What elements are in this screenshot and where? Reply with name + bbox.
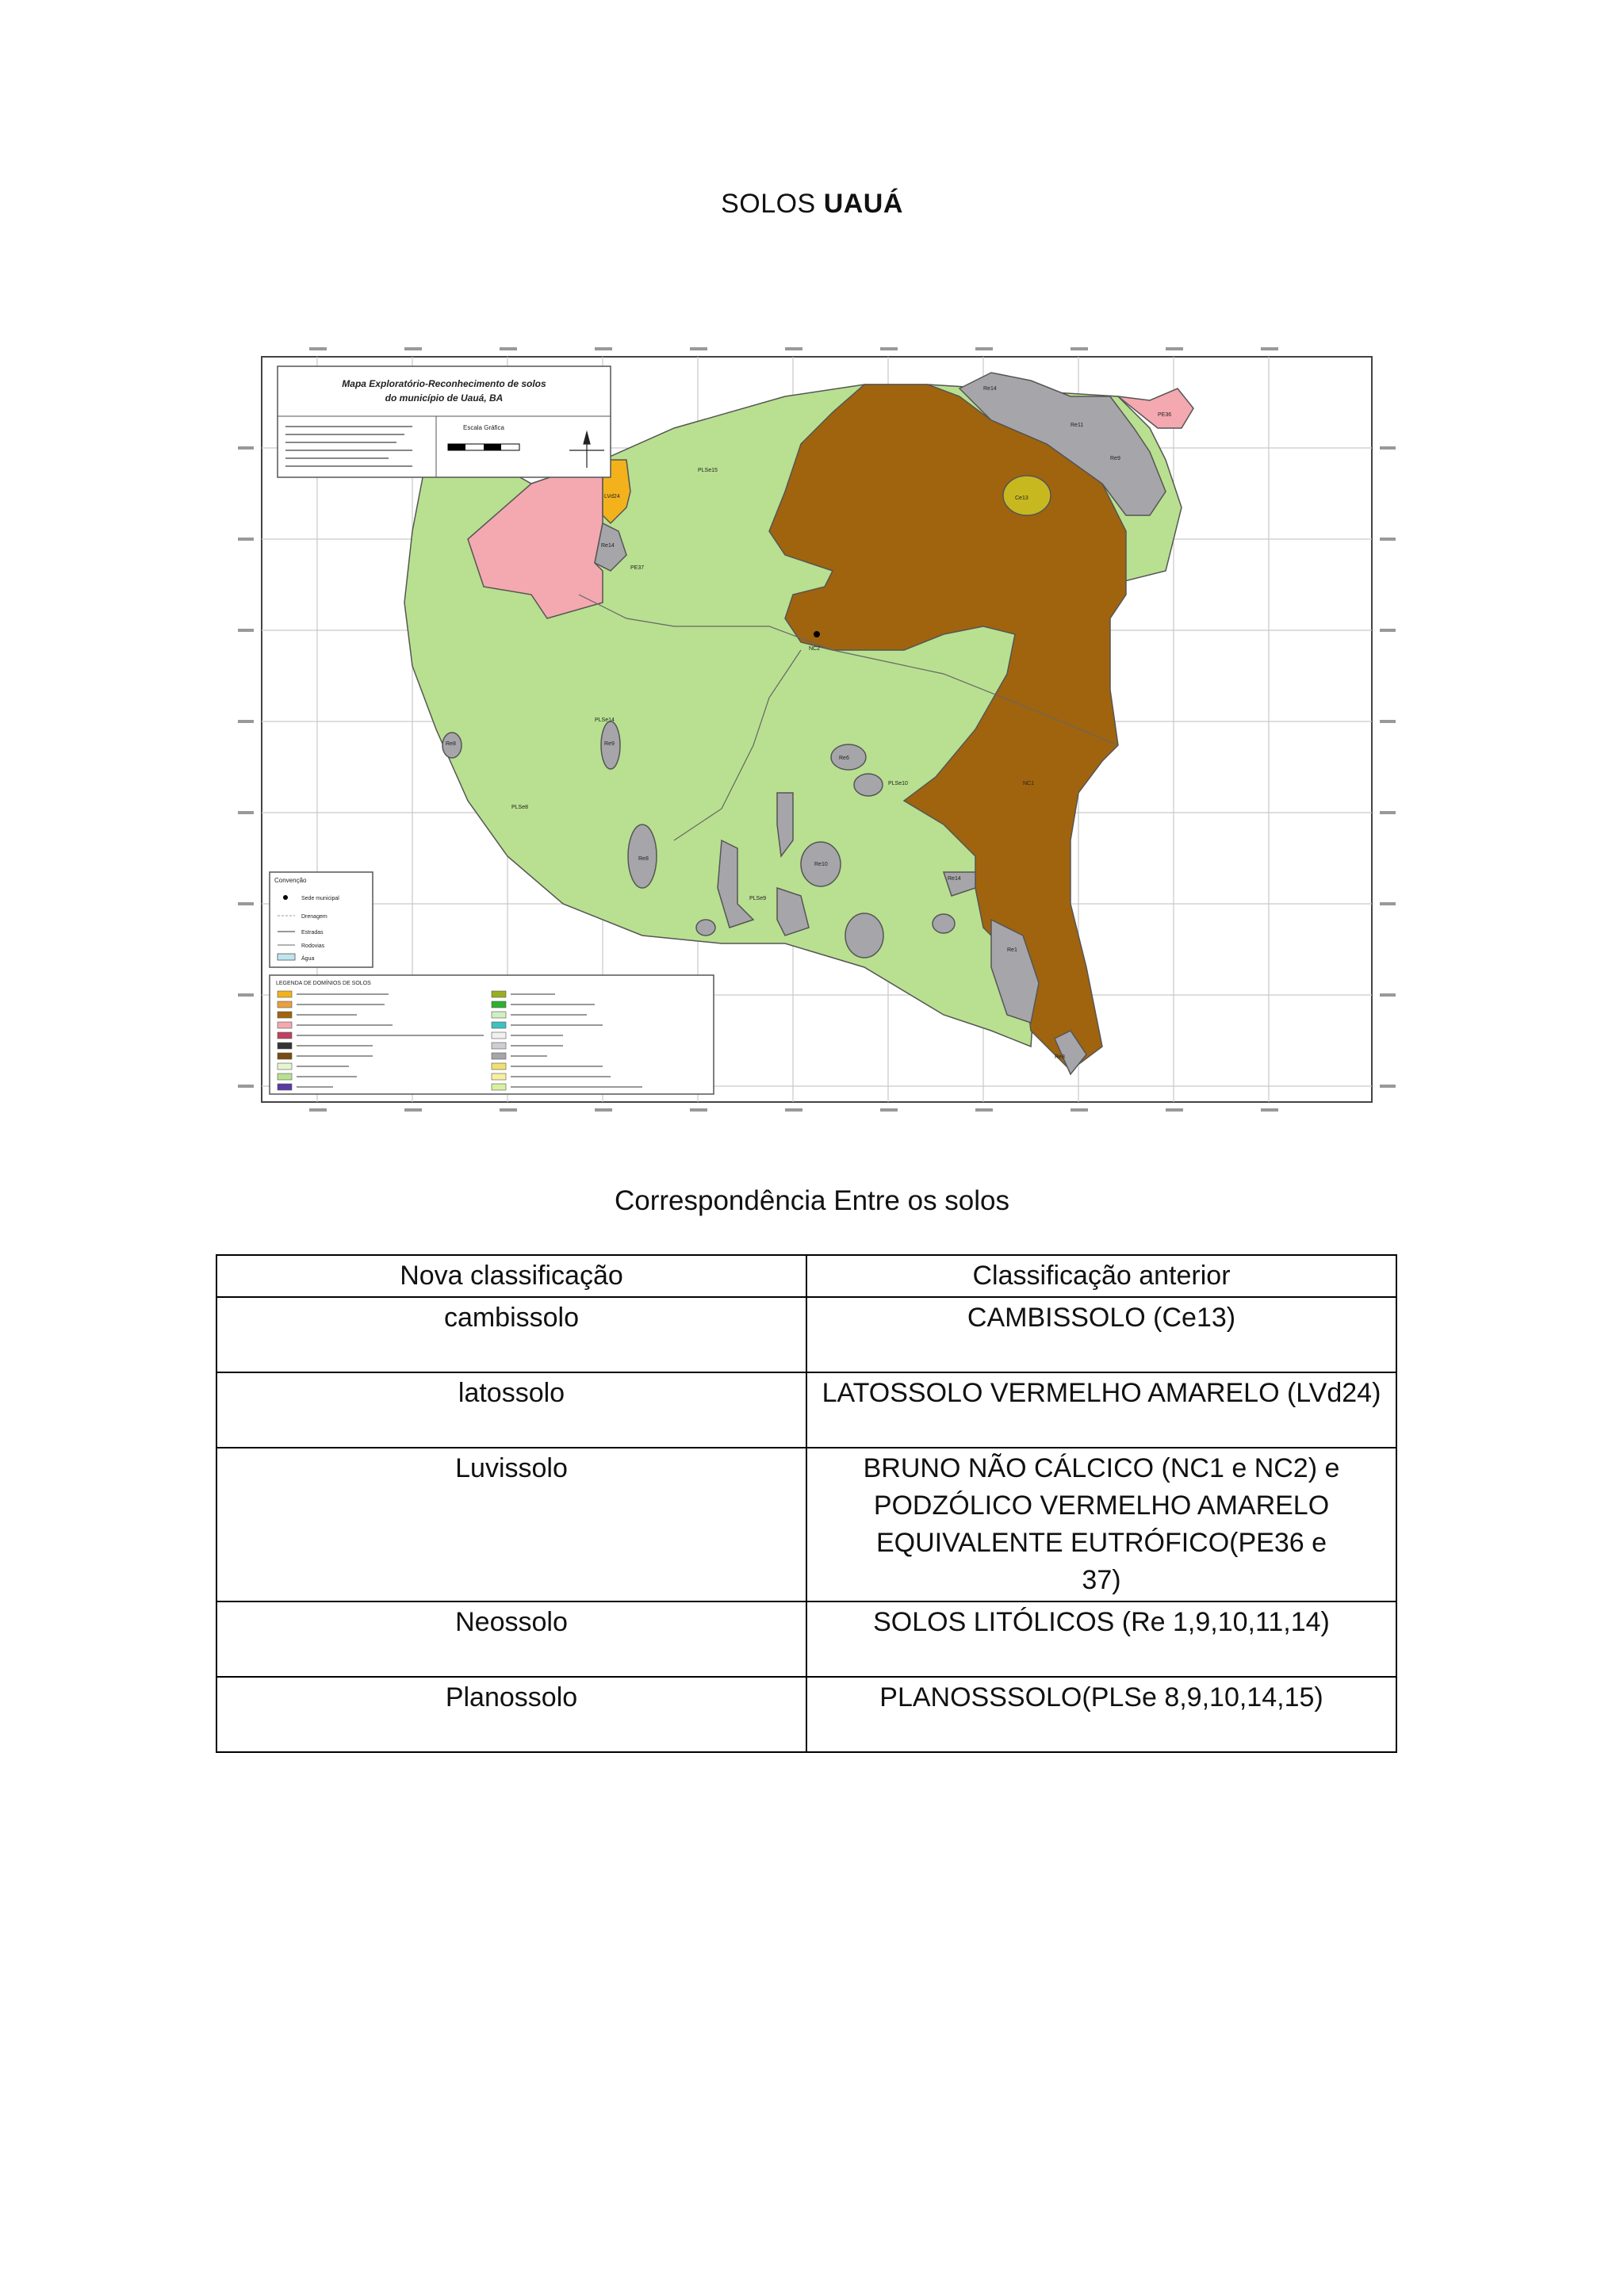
unit-label: Re8 bbox=[446, 741, 456, 747]
convention-item: Rodovias bbox=[301, 943, 325, 949]
unit-label: Re9 bbox=[604, 741, 615, 747]
column-header-nova: Nova classificação bbox=[216, 1255, 806, 1297]
scale-label: Escala Gráfica bbox=[462, 424, 505, 431]
soil-map bbox=[230, 333, 1404, 1126]
unit-label: LVd24 bbox=[604, 494, 620, 499]
cell-anterior: SOLOS LITÓLICOS (Re 1,9,10,11,14) bbox=[806, 1601, 1396, 1677]
unit-label: PLSe10 bbox=[888, 781, 908, 786]
cell-nova: cambissolo bbox=[216, 1297, 806, 1372]
town-marker bbox=[814, 631, 820, 637]
cell-nova: latossolo bbox=[216, 1372, 806, 1448]
table-row bbox=[216, 1297, 1396, 1372]
unit-label: Re8 bbox=[638, 856, 649, 862]
cell-anterior: BRUNO NÃO CÁLCICO (NC1 e NC2) e PODZÓLICO VERMELHO AMARELO EQUIVALENTE EUTRÓFICO(PE36 e 37) bbox=[806, 1448, 1396, 1601]
convention-item: Drenagem bbox=[301, 914, 327, 920]
unit-label: Re1 bbox=[1007, 947, 1017, 953]
table-row bbox=[216, 1448, 1396, 1601]
table-row bbox=[216, 1601, 1396, 1677]
convention-item: Sede municipal bbox=[301, 896, 339, 901]
unit-label: Re14 bbox=[601, 543, 615, 549]
unit-label: PLSe9 bbox=[749, 896, 767, 901]
cell-anterior: PLANOSSSOLO(PLSe 8,9,10,14,15) bbox=[806, 1677, 1396, 1752]
column-header-anterior: Classificação anterior bbox=[806, 1255, 1396, 1297]
table-row bbox=[216, 1677, 1396, 1752]
unit-label: PLSe8 bbox=[511, 805, 529, 810]
page-title bbox=[0, 189, 1624, 220]
convention-title: Convenção bbox=[274, 877, 307, 884]
soil-map-svg bbox=[230, 333, 1404, 1126]
unit-label: Re10 bbox=[814, 862, 828, 867]
cell-anterior: LATOSSOLO VERMELHO AMARELO (LVd24) bbox=[806, 1372, 1396, 1448]
cell-anterior: CAMBISSOLO (Ce13) bbox=[806, 1297, 1396, 1372]
unit-label: Ce13 bbox=[1015, 496, 1028, 501]
unit-label: NC1 bbox=[1023, 781, 1035, 786]
soil-legend-title: LEGENDA DE DOMÍNIOS DE SOLOS bbox=[276, 981, 371, 986]
cell-nova: Planossolo bbox=[216, 1677, 806, 1752]
unit-label: Re6 bbox=[839, 756, 849, 761]
unit-label: Re9 bbox=[1110, 456, 1120, 461]
unit-label: PE36 bbox=[1158, 412, 1172, 418]
map-title-line2: do município de Uauá, BA bbox=[385, 392, 504, 404]
unit-label: PE37 bbox=[630, 565, 645, 571]
table-header-row bbox=[216, 1255, 1396, 1297]
unit-label: Re14 bbox=[948, 876, 961, 882]
unit-label: NC2 bbox=[809, 646, 821, 652]
convention-item: Água bbox=[301, 956, 315, 962]
title-bold: UAUÁ bbox=[823, 189, 903, 219]
table-row bbox=[216, 1372, 1396, 1448]
title-prefix: SOLOS bbox=[721, 189, 824, 219]
table-caption: Correspondência Entre os solos bbox=[614, 1185, 1010, 1216]
unit-label: PLSe15 bbox=[698, 468, 718, 473]
unit-label: Re14 bbox=[983, 386, 997, 392]
unit-label: PLSe14 bbox=[595, 718, 615, 723]
map-title-line1: Mapa Exploratório-Reconhecimento de solos bbox=[342, 378, 546, 389]
convention-box bbox=[270, 872, 373, 967]
cell-nova: Luvissolo bbox=[216, 1448, 806, 1601]
unit-label: Re11 bbox=[1071, 423, 1084, 428]
cell-nova: Neossolo bbox=[216, 1601, 806, 1677]
correspondence-table bbox=[216, 1254, 1397, 1753]
town-symbol-icon bbox=[283, 895, 288, 900]
unit-label: Re8 bbox=[1055, 1054, 1065, 1060]
convention-item: Estradas bbox=[301, 930, 324, 936]
